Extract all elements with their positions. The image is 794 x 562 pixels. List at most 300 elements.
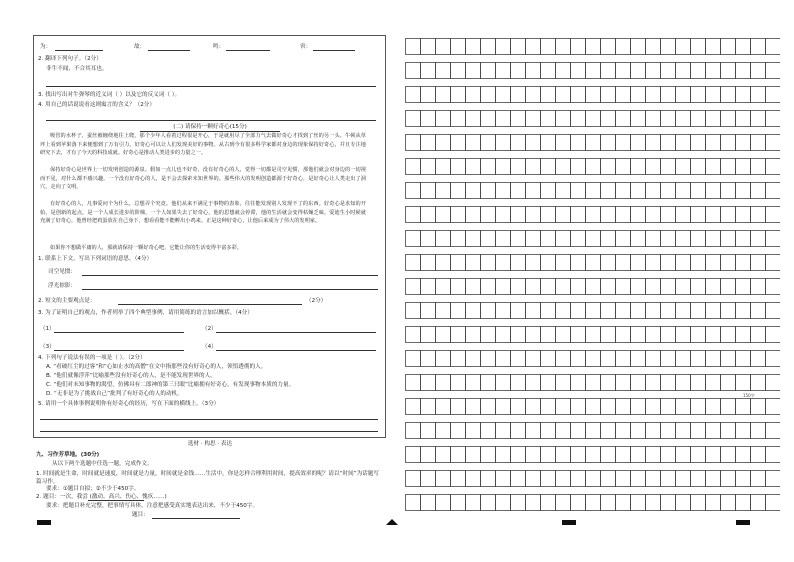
grid-cell[interactable] [616,39,631,55]
grid-cell[interactable] [691,279,706,295]
grid-cell[interactable] [586,423,601,439]
grid-cell[interactable] [406,447,421,463]
grid-cell[interactable] [601,447,616,463]
grid-cell[interactable] [436,231,451,247]
grid-cell[interactable] [541,495,556,511]
grid-cell[interactable] [616,327,631,343]
grid-cell[interactable] [496,135,511,151]
grid-cell[interactable] [691,495,706,511]
grid-cell[interactable] [751,39,766,55]
grid-cell[interactable] [766,183,781,199]
grid-cell[interactable] [661,351,676,367]
grid-cell[interactable] [466,279,481,295]
grid-cell[interactable] [736,207,751,223]
grid-cell[interactable] [691,87,706,103]
grid-cell[interactable] [556,327,571,343]
grid-cell[interactable] [556,447,571,463]
grid-cell[interactable] [721,207,736,223]
grid-cell[interactable] [751,447,766,463]
grid-cell[interactable] [571,375,586,391]
grid-cell[interactable] [541,447,556,463]
grid-cell[interactable] [451,351,466,367]
grid-cell[interactable] [571,207,586,223]
grid-cell[interactable] [646,111,661,127]
answer-line-example-2[interactable] [216,332,376,333]
blank-line-4[interactable] [313,50,355,51]
grid-cell[interactable] [496,63,511,79]
grid-cell[interactable] [436,255,451,271]
grid-cell[interactable] [526,111,541,127]
grid-cell[interactable] [751,255,766,271]
grid-cell[interactable] [601,375,616,391]
grid-cell[interactable] [601,231,616,247]
grid-cell[interactable] [586,327,601,343]
grid-cell[interactable] [676,471,691,487]
grid-cell[interactable] [466,63,481,79]
grid-cell[interactable] [646,87,661,103]
grid-cell[interactable] [571,303,586,319]
grid-cell[interactable] [451,279,466,295]
grid-cell[interactable] [631,423,646,439]
grid-cell[interactable] [691,375,706,391]
grid-cell[interactable] [766,159,781,175]
grid-cell[interactable] [661,39,676,55]
grid-cell[interactable] [766,351,781,367]
grid-cell[interactable] [556,255,571,271]
grid-cell[interactable] [616,495,631,511]
grid-cell[interactable] [721,471,736,487]
grid-cell[interactable] [481,303,496,319]
grid-cell[interactable] [481,87,496,103]
grid-cell[interactable] [691,63,706,79]
grid-cell[interactable] [616,159,631,175]
grid-cell[interactable] [631,135,646,151]
grid-cell[interactable] [421,375,436,391]
grid-cell[interactable] [616,279,631,295]
grid-cell[interactable] [556,471,571,487]
grid-cell[interactable] [631,495,646,511]
grid-cell[interactable] [721,255,736,271]
grid-cell[interactable] [616,87,631,103]
grid-cell[interactable] [571,39,586,55]
grid-cell[interactable] [646,135,661,151]
grid-cell[interactable] [661,87,676,103]
grid-cell[interactable] [511,159,526,175]
grid-cell[interactable] [736,327,751,343]
grid-cell[interactable] [661,327,676,343]
grid-cell[interactable] [631,375,646,391]
grid-cell[interactable] [421,231,436,247]
grid-cell[interactable] [766,207,781,223]
grid-cell[interactable] [751,135,766,151]
grid-cell[interactable] [631,207,646,223]
grid-cell[interactable] [526,159,541,175]
grid-cell[interactable] [451,231,466,247]
grid-cell[interactable] [451,39,466,55]
grid-cell[interactable] [496,303,511,319]
grid-cell[interactable] [496,159,511,175]
grid-cell[interactable] [466,135,481,151]
grid-cell[interactable] [526,495,541,511]
grid-cell[interactable] [706,495,721,511]
grid-cell[interactable] [451,303,466,319]
grid-cell[interactable] [406,111,421,127]
grid-cell[interactable] [541,423,556,439]
grid-cell[interactable] [526,303,541,319]
grid-cell[interactable] [691,207,706,223]
grid-cell[interactable] [571,135,586,151]
grid-cell[interactable] [466,207,481,223]
grid-cell[interactable] [451,375,466,391]
grid-cell[interactable] [736,87,751,103]
grid-cell[interactable] [541,111,556,127]
option-c[interactable]: C. “他们对未知事物的渴望，仿佛具有二郎神的第三只眼”比喻拥有好奇心，有发现事物本质的力量。 [46,382,295,388]
grid-cell[interactable] [421,183,436,199]
grid-cell[interactable] [601,495,616,511]
grid-cell[interactable] [481,471,496,487]
grid-cell[interactable] [616,255,631,271]
grid-cell[interactable] [466,87,481,103]
option-d[interactable]: D. “无非是为了挑战自己”批判了有好奇心的人的动机。 [46,391,183,397]
grid-cell[interactable] [616,183,631,199]
grid-cell[interactable] [436,399,451,415]
grid-cell[interactable] [631,63,646,79]
grid-cell[interactable] [691,471,706,487]
grid-cell[interactable] [646,159,661,175]
grid-cell[interactable] [421,255,436,271]
answer-line-example-4[interactable] [216,350,376,351]
grid-cell[interactable] [511,207,526,223]
grid-cell[interactable] [496,399,511,415]
grid-cell[interactable] [586,303,601,319]
grid-cell[interactable] [541,303,556,319]
grid-cell[interactable] [631,447,646,463]
grid-cell[interactable] [466,423,481,439]
grid-cell[interactable] [601,279,616,295]
grid-cell[interactable] [631,255,646,271]
grid-cell[interactable] [706,351,721,367]
grid-cell[interactable] [511,303,526,319]
grid-cell[interactable] [406,183,421,199]
grid-cell[interactable] [601,423,616,439]
grid-cell[interactable] [691,231,706,247]
grid-cell[interactable] [751,399,766,415]
grid-cell[interactable] [601,255,616,271]
grid-cell[interactable] [601,39,616,55]
grid-cell[interactable] [511,135,526,151]
grid-cell[interactable] [676,135,691,151]
answer-line-q5-1[interactable] [40,419,378,420]
grid-cell[interactable] [766,303,781,319]
grid-cell[interactable] [436,135,451,151]
grid-cell[interactable] [526,447,541,463]
answer-line-word-1[interactable] [82,275,378,276]
grid-cell[interactable] [496,111,511,127]
grid-cell[interactable] [496,375,511,391]
grid-cell[interactable] [691,135,706,151]
grid-cell[interactable] [451,207,466,223]
grid-cell[interactable] [721,495,736,511]
grid-cell[interactable] [571,87,586,103]
grid-cell[interactable] [676,39,691,55]
grid-cell[interactable] [511,255,526,271]
grid-cell[interactable] [601,399,616,415]
grid-cell[interactable] [661,471,676,487]
grid-cell[interactable] [421,279,436,295]
grid-cell[interactable] [586,399,601,415]
grid-cell[interactable] [646,351,661,367]
grid-cell[interactable] [736,135,751,151]
grid-cell[interactable] [706,327,721,343]
grid-cell[interactable] [721,63,736,79]
grid-cell[interactable] [556,39,571,55]
grid-cell[interactable] [691,423,706,439]
grid-cell[interactable] [451,471,466,487]
grid-cell[interactable] [496,423,511,439]
grid-cell[interactable] [511,447,526,463]
grid-cell[interactable] [736,159,751,175]
grid-cell[interactable] [736,399,751,415]
grid-cell[interactable] [616,447,631,463]
grid-cell[interactable] [466,255,481,271]
grid-cell[interactable] [541,87,556,103]
grid-cell[interactable] [406,423,421,439]
grid-cell[interactable] [496,327,511,343]
grid-cell[interactable] [466,399,481,415]
grid-cell[interactable] [646,279,661,295]
grid-cell[interactable] [421,423,436,439]
grid-cell[interactable] [541,231,556,247]
answer-line-q4[interactable] [46,120,376,121]
grid-cell[interactable] [511,399,526,415]
grid-cell[interactable] [721,279,736,295]
grid-cell[interactable] [466,495,481,511]
grid-cell[interactable] [511,279,526,295]
grid-cell[interactable] [406,303,421,319]
grid-cell[interactable] [706,375,721,391]
grid-cell[interactable] [736,375,751,391]
grid-cell[interactable] [751,159,766,175]
grid-cell[interactable] [451,111,466,127]
grid-cell[interactable] [496,231,511,247]
grid-cell[interactable] [481,279,496,295]
grid-cell[interactable] [511,495,526,511]
grid-cell[interactable] [706,135,721,151]
grid-cell[interactable] [706,303,721,319]
grid-cell[interactable] [631,231,646,247]
grid-cell[interactable] [661,231,676,247]
grid-cell[interactable] [751,207,766,223]
grid-cell[interactable] [631,351,646,367]
answer-line-main-idea[interactable] [118,304,302,305]
grid-cell[interactable] [421,207,436,223]
grid-cell[interactable] [451,63,466,79]
grid-cell[interactable] [721,135,736,151]
grid-cell[interactable] [556,375,571,391]
grid-cell[interactable] [646,471,661,487]
grid-cell[interactable] [436,279,451,295]
grid-cell[interactable] [766,399,781,415]
grid-cell[interactable] [646,207,661,223]
grid-cell[interactable] [676,255,691,271]
grid-cell[interactable] [541,399,556,415]
grid-cell[interactable] [646,495,661,511]
grid-cell[interactable] [436,375,451,391]
grid-cell[interactable] [616,471,631,487]
blank-line-2[interactable] [148,50,190,51]
grid-cell[interactable] [751,423,766,439]
grid-cell[interactable] [406,327,421,343]
grid-cell[interactable] [766,279,781,295]
grid-cell[interactable] [766,471,781,487]
grid-cell[interactable] [646,183,661,199]
grid-cell[interactable] [511,231,526,247]
grid-cell[interactable] [601,63,616,79]
grid-cell[interactable] [541,183,556,199]
grid-cell[interactable] [466,351,481,367]
grid-cell[interactable] [661,423,676,439]
grid-cell[interactable] [556,303,571,319]
grid-cell[interactable] [481,399,496,415]
grid-cell[interactable] [601,111,616,127]
grid-cell[interactable] [451,447,466,463]
grid-cell[interactable] [436,351,451,367]
grid-cell[interactable] [511,327,526,343]
grid-cell[interactable] [451,87,466,103]
grid-cell[interactable] [706,87,721,103]
grid-cell[interactable] [481,327,496,343]
grid-cell[interactable] [616,111,631,127]
grid-cell[interactable] [466,159,481,175]
grid-cell[interactable] [571,351,586,367]
grid-cell[interactable] [571,255,586,271]
grid-cell[interactable] [661,159,676,175]
grid-cell[interactable] [676,279,691,295]
grid-cell[interactable] [676,351,691,367]
grid-cell[interactable] [691,159,706,175]
grid-cell[interactable] [691,327,706,343]
grid-cell[interactable] [556,231,571,247]
grid-cell[interactable] [691,351,706,367]
grid-cell[interactable] [526,39,541,55]
grid-cell[interactable] [676,231,691,247]
grid-cell[interactable] [406,255,421,271]
grid-cell[interactable] [661,447,676,463]
grid-cell[interactable] [661,303,676,319]
grid-cell[interactable] [571,111,586,127]
grid-cell[interactable] [631,39,646,55]
grid-cell[interactable] [631,471,646,487]
grid-cell[interactable] [676,327,691,343]
grid-cell[interactable] [436,447,451,463]
grid-cell[interactable] [556,399,571,415]
answer-line-word-2[interactable] [82,289,378,290]
grid-cell[interactable] [496,39,511,55]
grid-cell[interactable] [496,279,511,295]
answer-line-q5-2[interactable] [40,431,378,432]
grid-cell[interactable] [496,207,511,223]
grid-cell[interactable] [436,471,451,487]
grid-cell[interactable] [556,183,571,199]
grid-cell[interactable] [526,87,541,103]
grid-cell[interactable] [526,471,541,487]
grid-cell[interactable] [451,399,466,415]
grid-cell[interactable] [406,279,421,295]
grid-cell[interactable] [736,495,751,511]
grid-cell[interactable] [676,375,691,391]
grid-cell[interactable] [481,495,496,511]
grid-cell[interactable] [466,111,481,127]
grid-cell[interactable] [661,111,676,127]
grid-cell[interactable] [751,495,766,511]
grid-cell[interactable] [421,159,436,175]
grid-cell[interactable] [451,423,466,439]
grid-cell[interactable] [676,207,691,223]
grid-cell[interactable] [511,111,526,127]
grid-cell[interactable] [436,495,451,511]
grid-cell[interactable] [406,63,421,79]
grid-cell[interactable] [436,327,451,343]
grid-cell[interactable] [511,471,526,487]
grid-cell[interactable] [616,303,631,319]
grid-cell[interactable] [406,87,421,103]
grid-cell[interactable] [436,87,451,103]
grid-cell[interactable] [616,399,631,415]
grid-cell[interactable] [481,447,496,463]
grid-cell[interactable] [691,255,706,271]
grid-cell[interactable] [766,423,781,439]
grid-cell[interactable] [571,495,586,511]
grid-cell[interactable] [436,423,451,439]
grid-cell[interactable] [751,303,766,319]
grid-cell[interactable] [661,63,676,79]
grid-cell[interactable] [481,375,496,391]
grid-cell[interactable] [526,327,541,343]
grid-cell[interactable] [601,351,616,367]
grid-cell[interactable] [661,135,676,151]
grid-cell[interactable] [586,207,601,223]
grid-cell[interactable] [556,207,571,223]
grid-cell[interactable] [481,207,496,223]
grid-cell[interactable] [571,63,586,79]
grid-cell[interactable] [526,255,541,271]
grid-cell[interactable] [676,399,691,415]
grid-cell[interactable] [511,183,526,199]
grid-cell[interactable] [736,471,751,487]
grid-cell[interactable] [421,39,436,55]
grid-cell[interactable] [481,231,496,247]
grid-cell[interactable] [631,303,646,319]
grid-cell[interactable] [406,399,421,415]
grid-cell[interactable] [556,351,571,367]
grid-cell[interactable] [406,207,421,223]
grid-cell[interactable] [556,495,571,511]
grid-cell[interactable] [661,183,676,199]
grid-cell[interactable] [541,207,556,223]
grid-cell[interactable] [571,423,586,439]
grid-cell[interactable] [706,279,721,295]
grid-cell[interactable] [586,375,601,391]
grid-cell[interactable] [661,279,676,295]
grid-cell[interactable] [421,495,436,511]
grid-cell[interactable] [736,351,751,367]
grid-cell[interactable] [496,351,511,367]
grid-cell[interactable] [766,327,781,343]
grid-cell[interactable] [646,399,661,415]
grid-cell[interactable] [706,399,721,415]
grid-cell[interactable] [721,399,736,415]
grid-cell[interactable] [586,159,601,175]
